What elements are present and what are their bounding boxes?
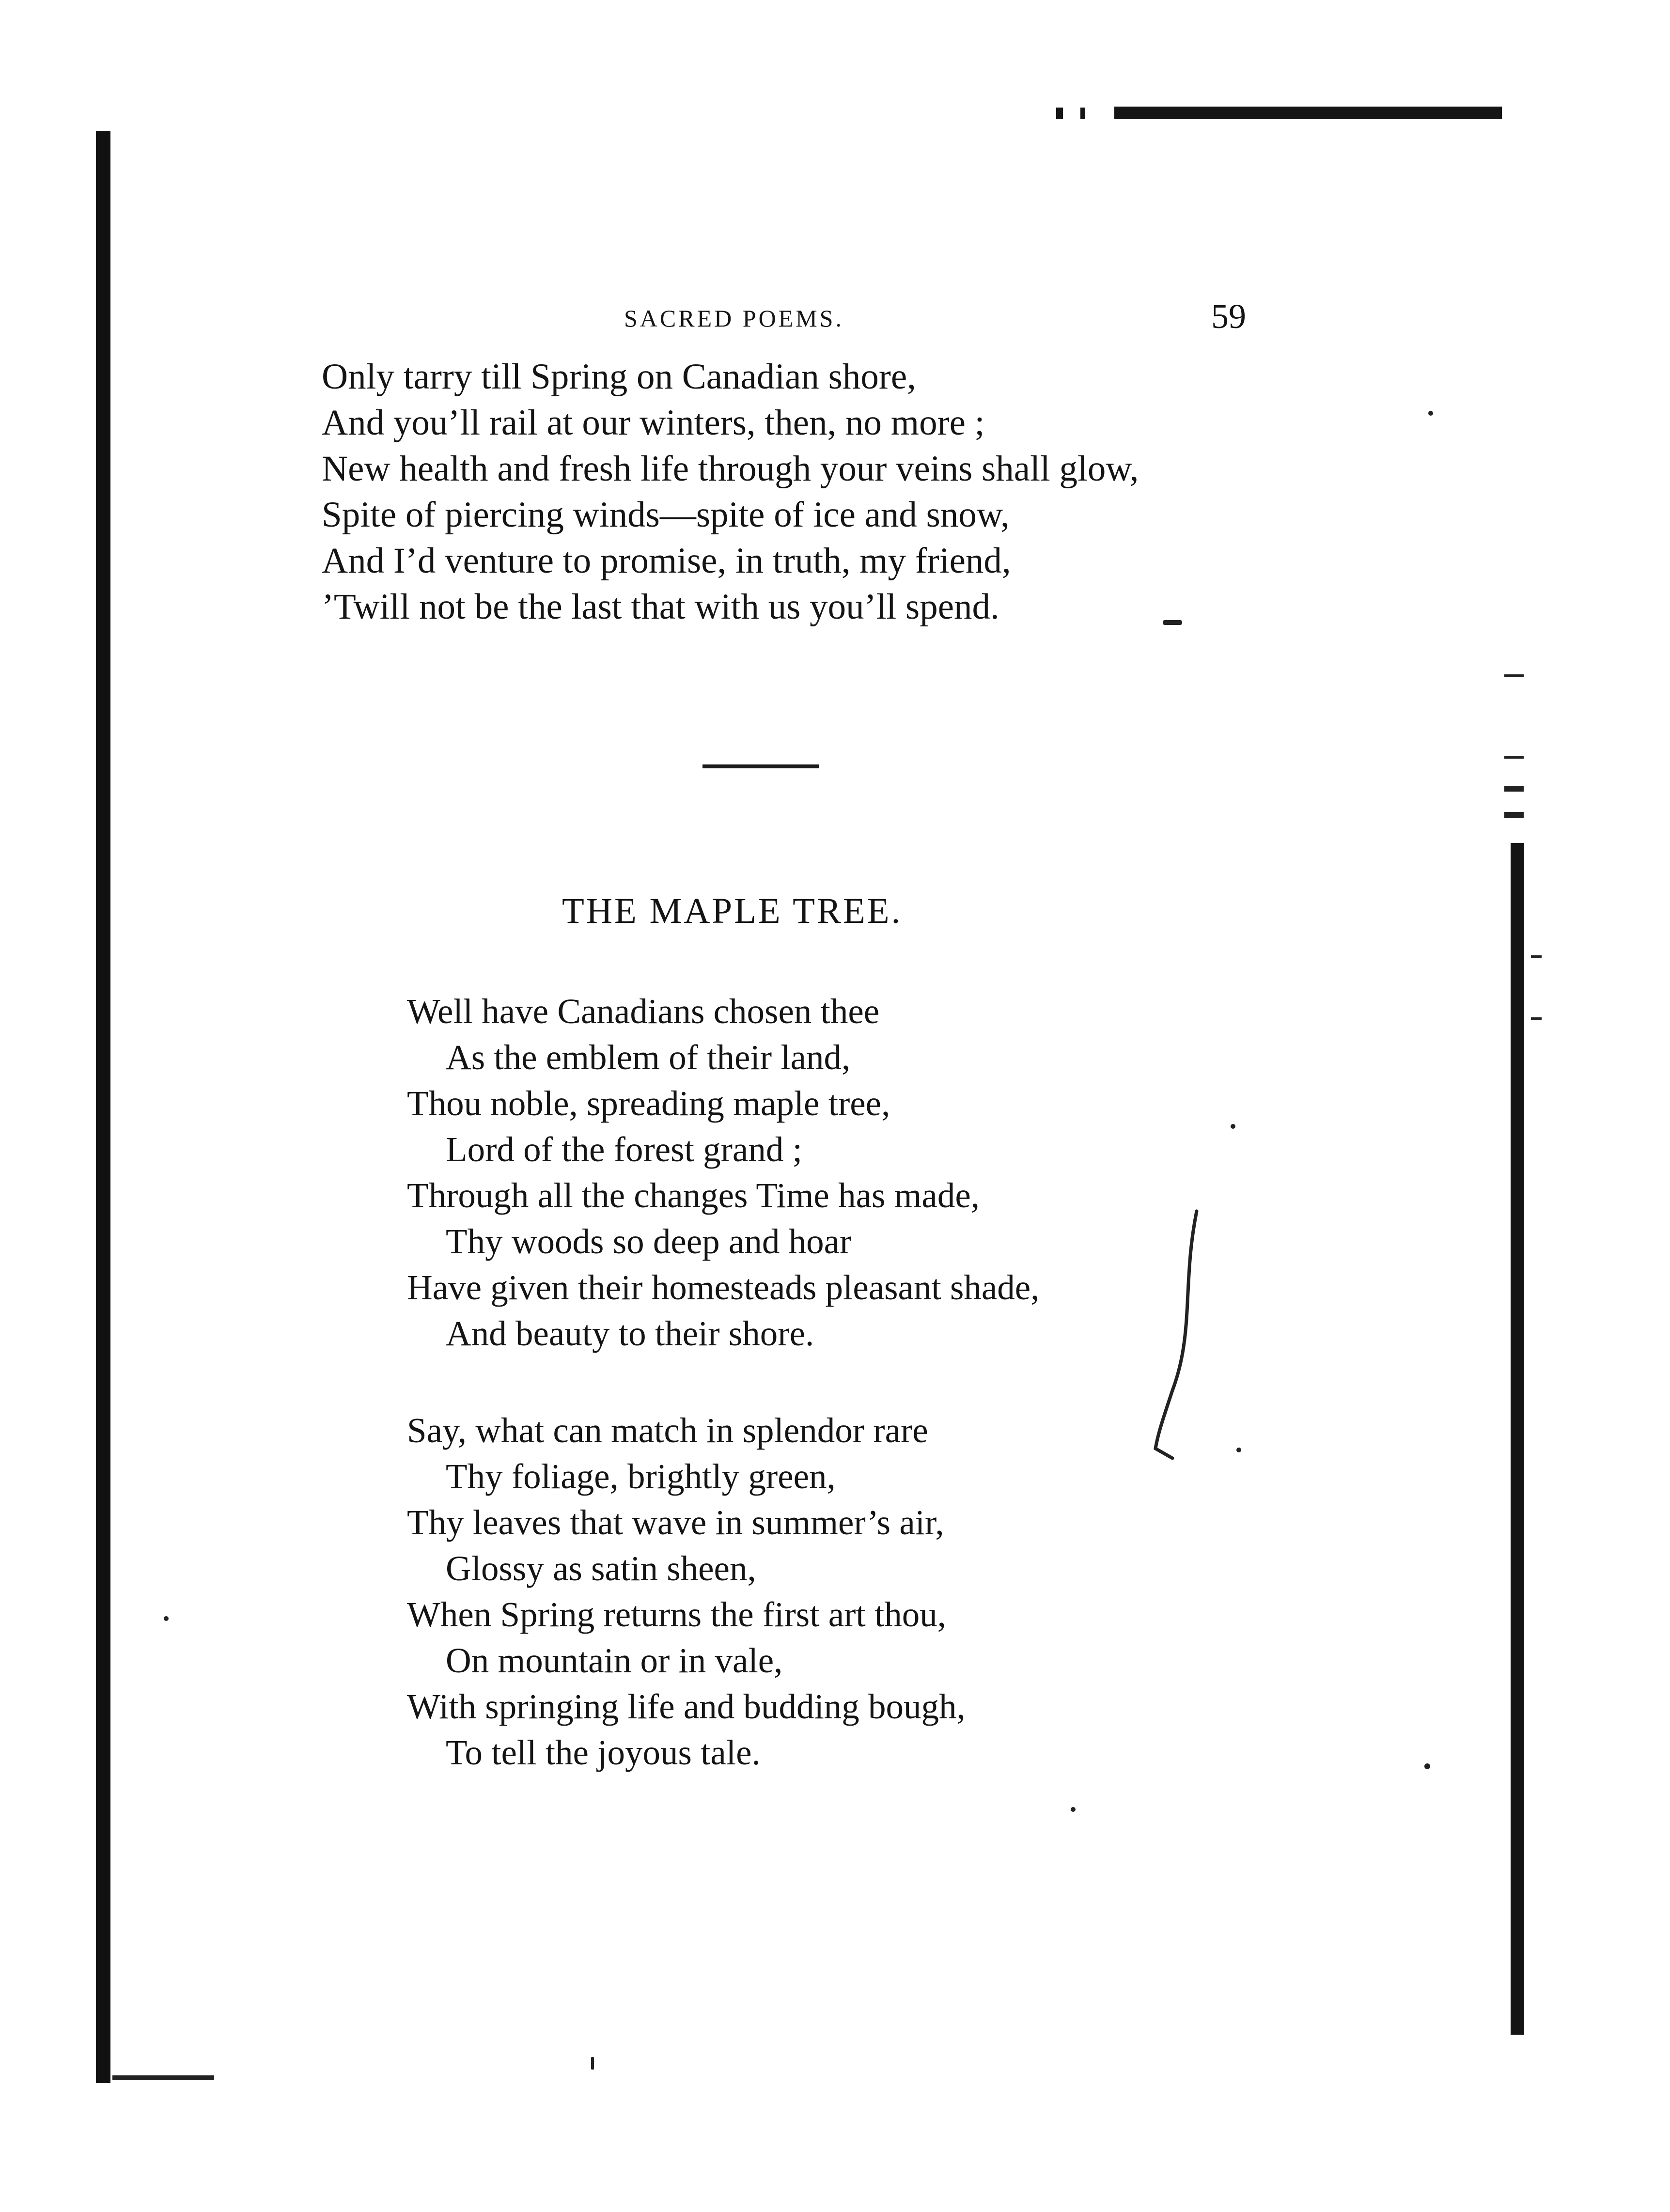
scan-speck (1071, 1807, 1076, 1812)
verse-line: Have given their homesteads pleasant shade, (407, 1268, 1040, 1307)
scan-speck (1236, 1448, 1241, 1452)
verse-line: Only tarry till Spring on Canadian shore, (322, 357, 916, 397)
scan-tick (1531, 955, 1542, 958)
scan-tick (1504, 756, 1524, 759)
previous-poem-stanza (322, 354, 1139, 630)
verse-line: When Spring returns the first art thou, (407, 1595, 947, 1634)
verse-line: With springing life and budding bough, (407, 1687, 966, 1726)
scan-tick (1504, 812, 1524, 818)
scan-speck (1428, 411, 1433, 416)
verse-line: On mountain or in vale, (446, 1641, 783, 1680)
verse-line: Thy woods so deep and hoar (446, 1222, 852, 1261)
verse-line: Through all the changes Time has made, (407, 1176, 980, 1215)
scan-tick (1531, 1017, 1542, 1020)
section-separator (702, 764, 819, 768)
scan-edge-right (1511, 843, 1524, 2035)
verse-line: Glossy as satin sheen, (446, 1549, 756, 1588)
verse-line: To tell the joyous tale. (446, 1733, 761, 1772)
scan-speck (1163, 620, 1182, 625)
poem-stanza-2 (407, 1407, 966, 1776)
verse-line: And I’d venture to promise, in truth, my friend, (322, 541, 1011, 581)
verse-line: Spite of piercing winds—spite of ice and snow, (322, 495, 1010, 535)
verse-line: ’Twill not be the last that with us you’ll spend. (322, 587, 999, 627)
scan-tick (1504, 674, 1524, 677)
scan-edge-top-dash (1080, 108, 1085, 119)
verse-line: And beauty to their shore. (446, 1314, 814, 1353)
scan-tick (1504, 786, 1524, 792)
verse-line: Thou noble, spreading maple tree, (407, 1084, 890, 1123)
scan-speck (164, 1616, 169, 1621)
scan-edge-left-base (112, 2075, 214, 2080)
poem-title: THE MAPLE TREE. (562, 891, 903, 931)
verse-line: Well have Canadians chosen thee (407, 992, 880, 1031)
scan-edge-top (1114, 107, 1502, 119)
scan-edge-left (96, 131, 110, 2083)
verse-line: Thy leaves that wave in summer’s air, (407, 1503, 944, 1542)
scan-edge-top-dash (1056, 108, 1063, 119)
pen-bracket-mark (1143, 1206, 1211, 1468)
page-number: 59 (1211, 297, 1246, 336)
verse-line: As the emblem of their land, (446, 1038, 851, 1077)
verse-line: Lord of the forest grand ; (446, 1130, 802, 1169)
verse-line: New health and fresh life through your veins shall glow, (322, 449, 1139, 489)
poem-stanza-1 (407, 988, 1039, 1356)
running-head: SACRED POEMS. (624, 305, 844, 332)
verse-line: Say, what can match in splendor rare (407, 1411, 928, 1450)
scan-speck (1231, 1124, 1235, 1129)
scan-speck (1424, 1763, 1430, 1769)
scan-speck (591, 2057, 594, 2070)
verse-line: Thy foliage, brightly green, (446, 1457, 836, 1496)
verse-line: And you’ll rail at our winters, then, no more ; (322, 403, 985, 443)
